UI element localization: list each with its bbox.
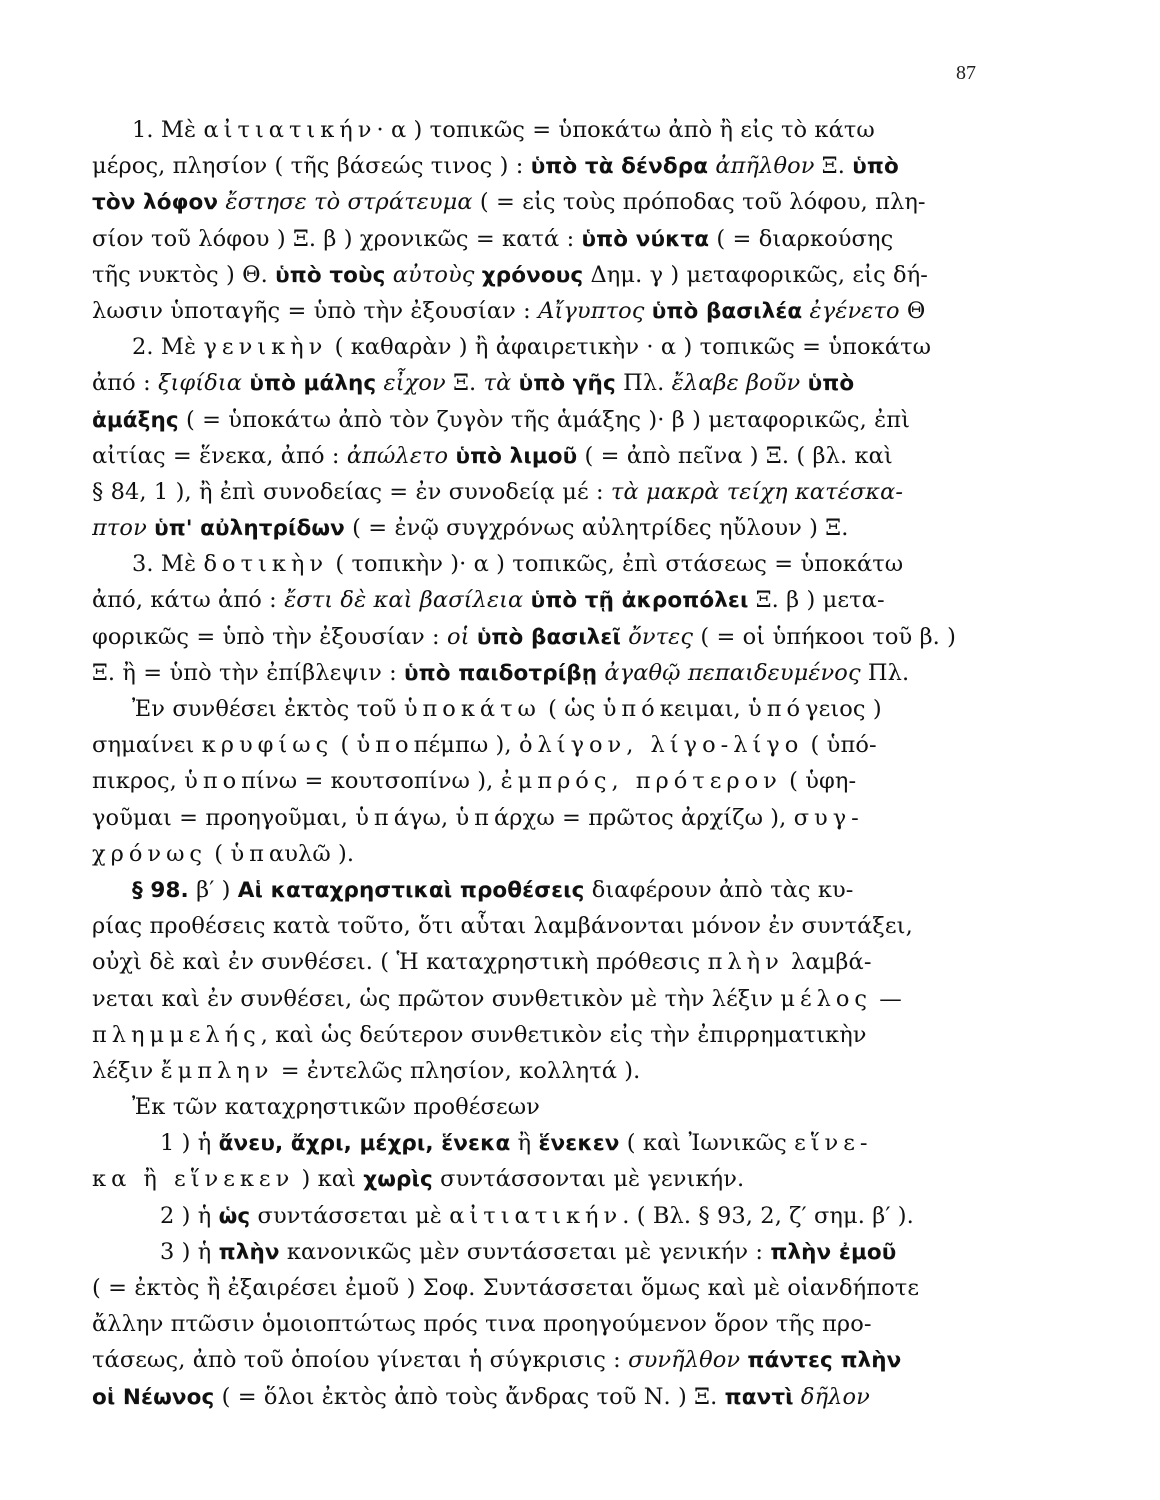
bold-text: τὸν λόφον	[92, 190, 219, 216]
text-run: 3. Μὲ	[132, 551, 204, 578]
spaced-text: ἐμπρός, πρότερον	[500, 768, 782, 795]
text-line	[92, 402, 1022, 438]
text-run: ( καθαρὰν ) ἢ ἀφαιρετικὴν · α ) τοπικῶς = ὑποκάτω	[327, 334, 932, 361]
text-line	[92, 944, 1022, 980]
italic-text: τὰ μακρὰ τείχη κατέσκα-	[610, 478, 904, 505]
italic-text: ἔστι δὲ καὶ βασίλεια	[284, 587, 524, 614]
text-line	[92, 293, 1022, 329]
text-run: νεται καὶ ἐν συνθέσει, ὡς πρῶτον συνθετικὸν μὲ τὴν λέξιν	[92, 985, 781, 1012]
text-line	[92, 1125, 1022, 1161]
bold-text: ὡς	[218, 1203, 251, 1229]
text-run: κειμαι,	[659, 696, 749, 722]
spaced-text: ὑπο	[184, 768, 242, 795]
text-run: ἀπό :	[92, 370, 159, 397]
text-run: ( = ἀπὸ πεῖνα ) Ξ. ( βλ. καὶ	[577, 442, 893, 469]
text-line	[92, 1234, 1022, 1270]
italic-text: ἐγένετο	[809, 297, 900, 324]
spaced-text: συγ-	[793, 804, 864, 831]
text-run: Ξ. ἢ = ὑπὸ τὴν ἐπίβλεψιν :	[92, 659, 405, 686]
italic-text: αὐτοὺς	[392, 261, 475, 288]
bold-text: ἕνεκεν	[538, 1131, 620, 1157]
spaced-text: ὑπο	[356, 732, 414, 759]
text-line	[92, 1053, 1022, 1089]
text-line	[92, 221, 1022, 257]
text-line	[92, 510, 1022, 546]
text-line	[92, 981, 1022, 1017]
text-run: άγω,	[393, 804, 456, 831]
bold-text: ὑπὸ παιδοτρίβῃ	[404, 660, 598, 686]
text-run: γειος )	[805, 696, 882, 722]
text-line	[92, 1089, 1022, 1125]
text-run: Ἐκ τῶν καταχρηστικῶν προθέσεων	[132, 1094, 540, 1121]
text-run: —	[872, 985, 902, 1012]
text-run: πικρος,	[92, 768, 185, 795]
bold-text: ὑπὸ τοὺς	[275, 262, 386, 288]
text-run: (	[333, 732, 357, 759]
text-run: ( ὡς	[540, 696, 603, 722]
text-run	[385, 262, 392, 288]
text-run: ( = ὑποκάτω ἀπὸ τὸν ζυγὸν τῆς ἁμάξης )· β ) μεταφορικῶς, ἐπὶ	[178, 406, 911, 433]
text-run: 3 ) ἡ	[160, 1238, 219, 1265]
text-run: φορικῶς = ὑπὸ τὴν ἐξουσίαν :	[92, 623, 447, 650]
text-run	[475, 262, 482, 288]
text-run: · α ) τοπικῶς = ὑποκάτω ἀπὸ ἢ εἰς τὸ κάτω	[376, 117, 875, 143]
text-line	[92, 546, 1022, 582]
text-run: σίον τοῦ λόφου ) Ξ. β ) χρονικῶς = κατά :	[92, 225, 582, 252]
text-run: = ἐντελῶς πλησίον, κολλητά ).	[273, 1057, 641, 1084]
spaced-text: κα ἢ εἵνεκεν	[92, 1166, 295, 1193]
italic-text: ξιφίδια	[158, 370, 243, 397]
text-run	[376, 370, 383, 396]
text-line	[92, 1161, 1022, 1197]
bold-text: πάντες πλὴν	[747, 1348, 902, 1374]
bold-text: ὑπὸ μάλης	[249, 371, 377, 397]
text-line	[92, 1270, 1022, 1306]
spaced-text: ὑπ	[230, 840, 269, 867]
text-line	[92, 257, 1022, 293]
bold-text: Αἱ καταχρηστικαὶ προθέσεις	[237, 877, 585, 903]
text-run: ( = οἱ ὑπήκοοι τοῦ β. )	[693, 623, 957, 650]
text-line	[92, 474, 1022, 510]
text-run: συντάσσεται μὲ	[250, 1202, 450, 1229]
italic-text: ὄντες	[628, 623, 694, 650]
text-run: Θ	[899, 297, 926, 324]
italic-text: ἔστησε τὸ στράτευμα	[225, 189, 473, 216]
text-run: 1 ) ἡ	[160, 1130, 219, 1157]
text-line	[92, 727, 1022, 763]
bold-text: ἁμάξης	[92, 407, 179, 433]
text-run: ἀπό, κάτω ἀπό :	[92, 587, 285, 614]
italic-text: ἔλαβε βοῦν	[671, 370, 801, 397]
text-run: Ἐν συνθέσει ἐκτὸς τοῦ	[132, 696, 404, 722]
text-run: άρχω = πρῶτος ἀρχίζω ),	[493, 804, 794, 831]
spaced-text: χρόνως	[92, 840, 208, 867]
text-line	[92, 836, 1022, 872]
text-line	[92, 148, 1022, 184]
spaced-text: ἔμπλην	[160, 1057, 274, 1084]
text-line	[92, 112, 1022, 148]
bold-text: ὑπὸ τὰ δένδρα	[530, 154, 709, 180]
text-run: 1. Μὲ	[132, 117, 204, 143]
text-line	[92, 691, 1022, 727]
spaced-text: ὑπ	[355, 804, 394, 831]
text-run: 2 ) ἡ	[160, 1202, 219, 1229]
bold-text: ὑπὸ τῇ ἀκροπόλει	[530, 588, 749, 614]
text-line	[92, 329, 1022, 365]
text-run: ( = διαρκούσης	[709, 225, 894, 252]
spaced-text: δοτικὴν	[203, 551, 329, 578]
text-line	[92, 1306, 1022, 1342]
text-run: Ξ.	[445, 370, 484, 397]
text-run: λέξιν	[92, 1057, 161, 1084]
bold-text: χωρὶς	[363, 1167, 433, 1193]
italic-text: ἀγαθῷ πεπαιδευμένος	[604, 659, 861, 686]
text-run: πέμπω ),	[413, 732, 519, 759]
text-run	[511, 370, 518, 396]
italic-text: ἀπώλετο	[346, 442, 449, 469]
text-line	[92, 582, 1022, 618]
spaced-text: ὑπ	[455, 804, 494, 831]
text-run: γοῦμαι = προηγοῦμαι,	[92, 804, 356, 831]
spaced-text: γενικὴν	[203, 334, 328, 361]
bold-text: ὑπὸ λιμοῦ	[455, 443, 578, 469]
text-run: 2. Μὲ	[132, 334, 204, 361]
italic-text: συνῆλθον	[628, 1347, 741, 1374]
text-run: τῆς νυκτὸς ) Θ.	[92, 261, 276, 288]
bold-text: πλὴν	[218, 1239, 280, 1265]
text-run: ( = ἐνῷ συγχρόνως αὐλητρίδες ηὔλουν ) Ξ.	[344, 515, 849, 542]
italic-text: οἱ	[446, 623, 470, 650]
text-run: πίνω = κουτσοπίνω ),	[241, 768, 501, 795]
text-run: Ξ. β ) μετα-	[748, 587, 885, 614]
bold-text: ὑπὸ	[852, 154, 899, 180]
bold-text: οἱ Νέωνος	[92, 1384, 215, 1410]
text-run: (	[207, 840, 231, 867]
spaced-text: ὀλίγον, λίγο-λίγο	[518, 732, 804, 759]
text-run	[470, 624, 477, 650]
text-run: Πλ.	[860, 659, 910, 686]
italic-text: ἀπῆλθον	[715, 153, 815, 180]
text-run: ( τοπικὴν )· α ) τοπικῶς, ἐπὶ στάσεως = ὑποκάτω	[328, 551, 904, 578]
text-line	[92, 438, 1022, 474]
text-line	[92, 763, 1022, 799]
text-line	[92, 184, 1022, 220]
text-run	[523, 587, 530, 613]
spaced-text: πλημμελής	[92, 1021, 261, 1048]
bold-text: ὑπὸ	[807, 371, 855, 397]
text-run: οὐχὶ δὲ καὶ ἐν συνθέσει. ( Ἡ καταχρηστικὴ πρόθεσις	[92, 949, 708, 976]
text-run: συντάσσονται μὲ γενικήν.	[432, 1166, 745, 1193]
text-run: διαφέρουν ἀπὸ τὰς κυ-	[584, 876, 854, 903]
text-run: . ( Βλ. § 93, 2, ζ′ σημ. β′ ).	[622, 1202, 914, 1229]
spaced-text: κρυφίως	[201, 732, 334, 759]
text-run	[794, 1384, 801, 1410]
text-run: ) καὶ	[294, 1166, 364, 1193]
text-run: ( καὶ Ἰωνικῶς	[619, 1130, 795, 1157]
text-run: ( = εἰς τοὺς πρόποδας τοῦ λόφου, πλη-	[472, 189, 926, 216]
text-line	[92, 1342, 1022, 1378]
text-run: αἰτίας = ἕνεκα, ἀπό :	[92, 442, 347, 469]
text-run: κανονικῶς μὲν συντάσσεται μὲ γενικήν :	[279, 1238, 771, 1265]
bold-text: § 98.	[132, 877, 189, 903]
text-run	[802, 298, 809, 324]
text-line	[92, 1379, 1022, 1415]
bold-text: ὑπ' αὐλητρίδων	[154, 516, 345, 542]
italic-text: πτον	[92, 515, 147, 542]
bold-text: ὑπὸ γῆς	[518, 371, 616, 397]
page-number: 87	[956, 62, 976, 84]
spaced-text: αἰτιατικήν	[203, 117, 377, 143]
text-line	[92, 619, 1022, 655]
spaced-text: πλὴν	[707, 949, 784, 976]
text-run: ( = ἐκτὸς ἢ ἐξαιρέσει ἐμοῦ ) Σοφ. Συντάσσεται ὅμως καὶ μὲ οἱανδήποτε	[92, 1275, 920, 1301]
text-run: , καὶ ὡς δεύτερον συνθετικὸν εἰς τὴν ἐπιρρηματικὴν	[260, 1021, 867, 1048]
italic-text: δῆλον	[800, 1383, 870, 1410]
spaced-text: αἰτιατικήν	[449, 1202, 623, 1229]
bold-text: ὑπὸ βασιλεῖ	[476, 624, 621, 650]
italic-text: τὰ	[483, 370, 512, 397]
text-run	[645, 298, 652, 324]
text-run: σημαίνει	[92, 732, 202, 759]
text-line	[92, 365, 1022, 401]
text-run: Πλ.	[615, 370, 672, 397]
text-run: ἄλλην πτῶσιν ὁμοιοπτώτως πρός τινα προηγούμενον ὅρον τῆς προ-	[92, 1311, 872, 1338]
text-run: μέρος, πλησίον ( τῆς βάσεώς τινος ) :	[92, 153, 531, 180]
text-run: λωσιν ὑποταγῆς = ὑπὸ τὴν ἐξουσίαν :	[92, 297, 539, 324]
bold-text: ἄνευ, ἄχρι, μέχρι, ἕνεκα	[218, 1131, 511, 1157]
bold-text: παντὶ	[724, 1384, 794, 1410]
text-body	[92, 112, 1022, 1415]
text-line	[92, 1017, 1022, 1053]
text-line	[92, 800, 1022, 836]
text-run: ( ὑπό-	[803, 732, 877, 759]
text-line	[92, 655, 1022, 691]
text-run: ρίας προθέσεις κατὰ τοῦτο, ὅτι αὗται λαμβάνονται μόνον ἐν συντάξει,	[92, 913, 913, 940]
spaced-text: ὑπό	[602, 696, 660, 722]
spaced-text: ὑποκάτω	[403, 696, 541, 722]
bold-text: ὑπὸ βασιλέα	[651, 298, 803, 324]
text-run: β′ )	[188, 876, 238, 903]
text-line	[92, 908, 1022, 944]
italic-text: εἶχον	[383, 370, 446, 397]
spaced-text: εἵνε-	[794, 1130, 873, 1157]
text-run: ἢ	[510, 1130, 539, 1157]
text-run	[800, 370, 807, 396]
text-run: ( ὑφη-	[781, 768, 857, 795]
spaced-text: ὑπό	[748, 696, 806, 722]
bold-text: ὑπὸ νύκτα	[581, 226, 710, 252]
text-run: Δημ. γ ) μεταφορικῶς, εἰς δή-	[583, 261, 928, 288]
text-run: Ξ.	[814, 153, 853, 180]
text-run: § 84, 1 ), ἢ ἐπὶ συνοδείας = ἐν συνοδείᾳ μέ :	[92, 478, 611, 505]
text-run: λαμβά-	[783, 949, 872, 976]
spaced-text: μέλος	[780, 985, 873, 1012]
text-run: ( = ὅλοι ἐκτὸς ἀπὸ τοὺς ἄνδρας τοῦ Ν. ) Ξ.	[214, 1383, 725, 1410]
text-run: αυλῶ ).	[268, 840, 355, 867]
bold-text: χρόνους	[481, 262, 584, 288]
bold-text: πλὴν ἐμοῦ	[770, 1239, 897, 1265]
text-line	[92, 872, 1022, 908]
text-run: τάσεως, ἀπὸ τοῦ ὁποίου γίνεται ἡ σύγκρισις :	[92, 1347, 629, 1374]
text-line	[92, 1198, 1022, 1234]
italic-text: Αἴγυπτος	[538, 297, 645, 324]
